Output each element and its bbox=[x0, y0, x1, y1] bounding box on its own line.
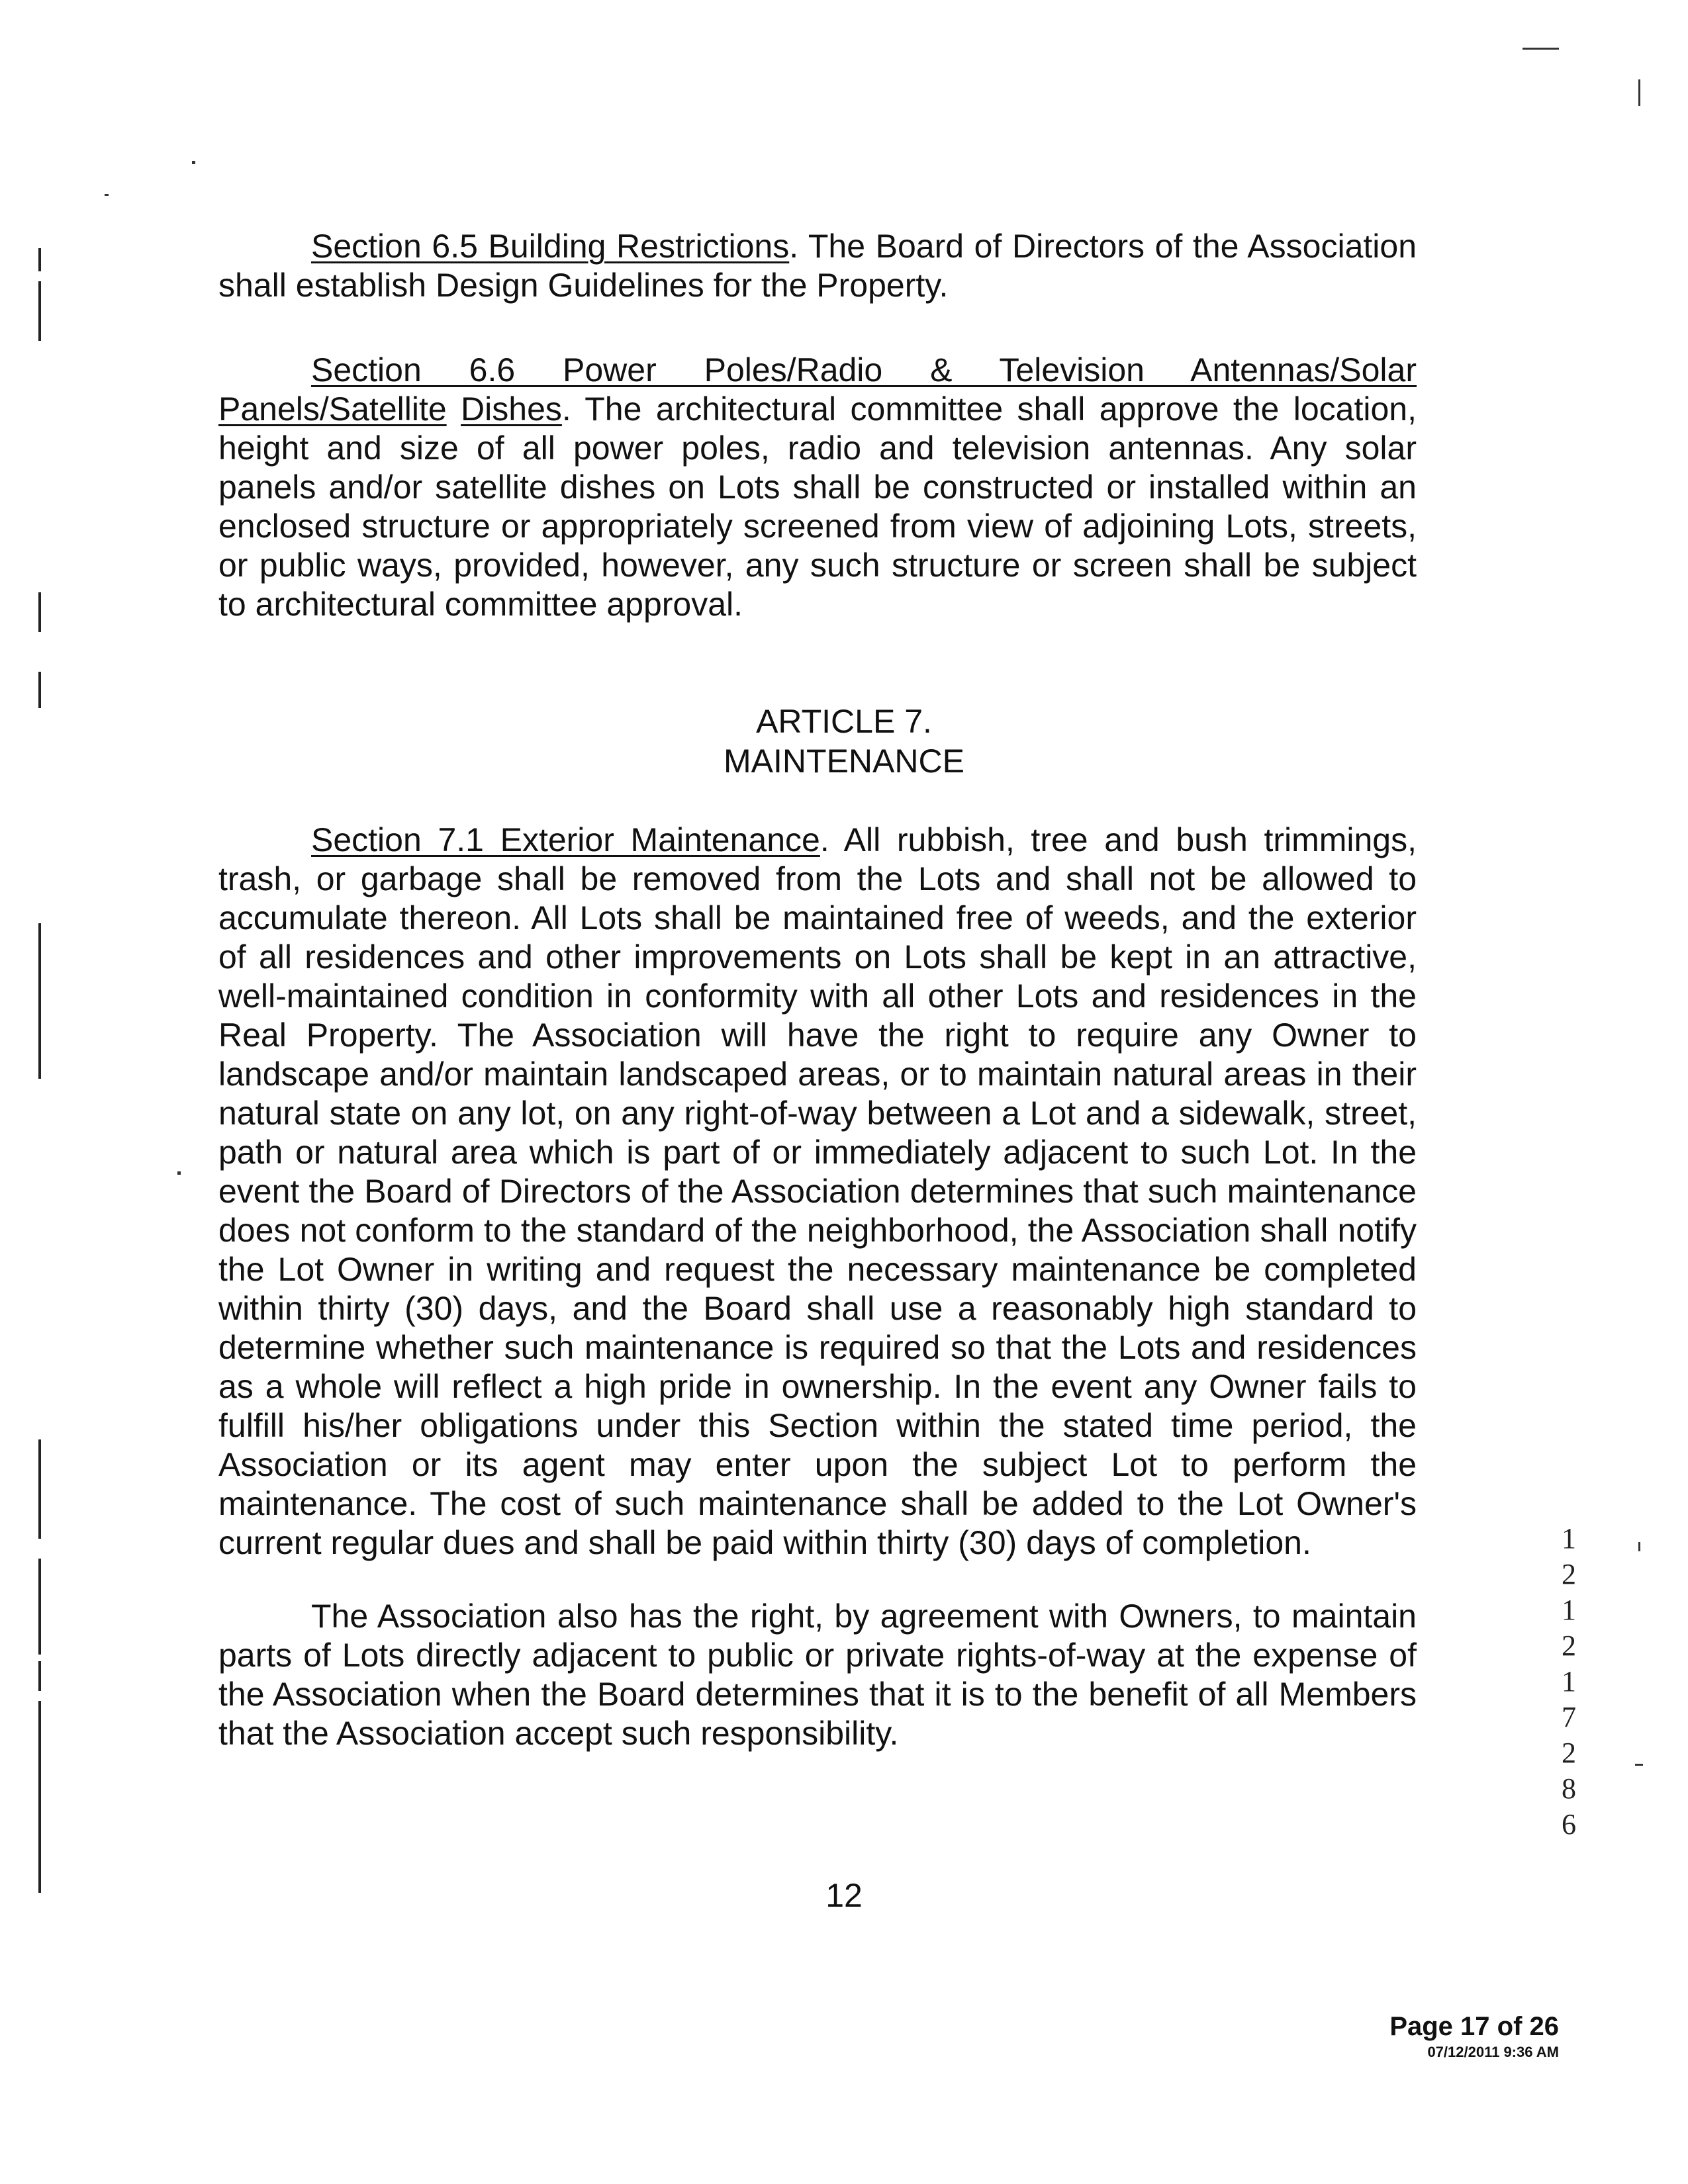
recording-number-part-2 bbox=[1556, 1700, 1582, 1843]
section-body: . The architectural committee shall approve the location, height and size of all power poles, radio and television antennas. Any solar panels and/or satellite dishes on Lots shall be constructed or installed within an enclosed structure or appropriately screened from view of adjoining Lots, streets, or public ways, provided, however, any such structure or screen shall be subject to architectural committee approval. bbox=[218, 390, 1417, 623]
recording-digit: 6 bbox=[1562, 1808, 1576, 1841]
recording-number-part-1 bbox=[1556, 1521, 1582, 1700]
revision-bar bbox=[38, 592, 41, 632]
section-heading: Section 6.6 Power Poles/Radio & Television Antennas/Solar Panels/Satellite bbox=[218, 351, 1417, 428]
revision-bar bbox=[38, 1701, 41, 1893]
recording-digit: 8 bbox=[1562, 1772, 1576, 1805]
section-6-5-paragraph bbox=[218, 227, 1417, 305]
revision-bar bbox=[38, 248, 41, 271]
recording-digit: 2 bbox=[1562, 1737, 1576, 1769]
section-7-1-second-paragraph bbox=[218, 1597, 1417, 1753]
scan-mark bbox=[105, 194, 109, 196]
section-heading: Section 6.5 Building Restrictions bbox=[311, 228, 790, 265]
section-7-1-paragraph bbox=[218, 821, 1417, 1563]
revision-bar bbox=[38, 1439, 41, 1539]
article-number: ARTICLE 7. bbox=[756, 703, 932, 740]
recording-digit: 7 bbox=[1562, 1701, 1576, 1733]
section-6-6-paragraph bbox=[218, 351, 1417, 624]
revision-bar bbox=[38, 1559, 41, 1655]
scan-mark bbox=[192, 161, 195, 164]
scan-mark bbox=[1523, 48, 1559, 50]
revision-bar bbox=[38, 281, 41, 341]
section-body: The Association also has the right, by agreement with Owners, to maintain parts of Lots directly adjacent to public or private rights-of-way at the expense of the Association when the Board determines that it is to the benefit of all Members that the Association accept such responsibility. bbox=[218, 1598, 1417, 1752]
article-title: MAINTENANCE bbox=[724, 743, 964, 780]
recording-digit: 1 bbox=[1562, 1522, 1576, 1555]
recording-digit: 2 bbox=[1562, 1558, 1576, 1590]
section-heading-continued: Dishes bbox=[461, 390, 562, 428]
recording-digit: 2 bbox=[1562, 1629, 1576, 1662]
revision-bar bbox=[38, 923, 41, 1079]
section-body: . All rubbish, tree and bush trimmings, trash, or garbage shall be removed from the Lots and shall not be allowed to accumulate thereon. All Lots shall be maintained free of weeds, and the exterior of all residences and other improvements on Lots shall be kept in an attractive, well-maintained condition in conformity with all other Lots and residences in the Real Property. The Association will have the right to require any Owner to landscape and/or maintain landscaped areas, or to maintain natural areas in their natural state on any lot, on any right-of-way between a Lot and a sidewalk, street, path or natural area which is part of or immediately adjacent to such Lot. In the event the Board of Directors of the Association determines that such maintenance does not conform to the standard of the neighborhood, the Association shall notify the Lot Owner in writing and request the necessary maintenance be completed within thirty (30) days, and the Board shall use a reasonably high standard to determine whether such maintenance is required so that the Lots and residences as a whole will reflect a high pride in ownership. In the event any Owner fails to fulfill his/her obligations under this Section within the stated time period, the Association or its agent may enter upon the subject Lot to perform the maintenance. The cost of such maintenance shall be added to the Lot Owner's current regular dues and shall be paid within thirty (30) days of completion. bbox=[218, 821, 1417, 1561]
scan-mark bbox=[1635, 1764, 1643, 1766]
page-number: 12 bbox=[825, 1877, 863, 1914]
scan-mark bbox=[1638, 79, 1640, 106]
section-heading: Section 7.1 Exterior Maintenance bbox=[311, 821, 820, 858]
recording-digit: 1 bbox=[1562, 1665, 1576, 1698]
recording-digit: 1 bbox=[1562, 1594, 1576, 1626]
section-body: . The Board of Directors of the Association shall establish Design Guidelines for the Property. bbox=[218, 228, 1417, 304]
scan-mark bbox=[177, 1171, 181, 1175]
scan-mark bbox=[1638, 1542, 1640, 1551]
filing-page-count: Page 17 of 26 bbox=[1389, 2012, 1559, 2041]
filing-timestamp: 07/12/2011 9:36 AM bbox=[1427, 2044, 1559, 2060]
revision-bar bbox=[38, 1661, 41, 1691]
